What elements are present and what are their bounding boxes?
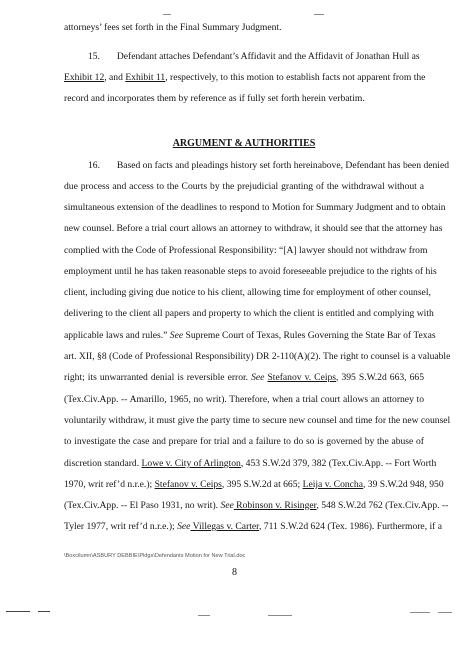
page-number: 8 — [232, 567, 237, 578]
file-path-footer: \Boxcilumn\ASBURY DEBBIE\Pldgs\Defendants Motion for New Trial.doc — [64, 553, 246, 559]
scan-artifact — [438, 612, 452, 613]
para-16-line-16: 1970, writ ref’d n.r.e.); Stefanov v. Ceips, 395 S.W.2d at 665; Leija v. Concha, 39 S.W.2d 948, 950 — [64, 479, 444, 490]
case-citation: Robinson v. Risinger — [233, 500, 317, 511]
para-16-line-9: applicable laws and rules.” See Supreme Court of Texas, Rules Governing the State Bar of Texas — [64, 330, 436, 341]
case-citation: Stefanov v. Ceips — [154, 479, 222, 490]
para-16-line-17: (Tex.Civ.App. -- El Paso 1931, no writ). See Robinson v. Risinger, 548 S.W.2d 762 (Tex.Civ.App. -- — [64, 500, 449, 511]
para-16-line-5: complied with the Code of Professional Responsibility: “[A] lawyer should not withdraw from — [64, 245, 428, 256]
para-15-number: 15. — [88, 51, 100, 62]
scan-artifact — [6, 611, 30, 612]
case-citation: Villegas v. Carter — [190, 521, 259, 532]
para-16-line-2: due process and access to the Courts by the prejudicial granting of the withdrawal without a — [64, 181, 424, 192]
para-16-line-7: client, including giving due notice to his client, allowing time for employment of other counsel, — [64, 287, 431, 298]
scan-artifact — [38, 611, 50, 612]
scan-artifact — [314, 14, 324, 15]
para-15-line-2: Exhibit 12, and Exhibit 11, respectively, to this motion to establish facts not apparent from the — [64, 72, 426, 83]
intro-line: attorneys’ fees set forth in the Final Summary Judgment. — [64, 22, 282, 33]
para-16-line-3: simultaneous extension of the deadlines to respond to Motion for Summary Judgment and to obtain — [64, 202, 446, 213]
scan-artifact — [410, 612, 430, 613]
scan-artifact — [198, 615, 210, 616]
para-16-number: 16. — [88, 160, 100, 171]
para-15-line-3: record and incorporates them by reference as if fully set forth herein verbatim. — [64, 93, 365, 104]
para-16-line-12: (Tex.Civ.App. -- Amarillo, 1965, no writ). Therefore, when a trial court allows an attorney to — [64, 394, 424, 405]
para-16-line-14: to investigate the case and prepare for trial and a failure to do so is governed by the abuse of — [64, 436, 424, 447]
para-16-line-10: art. XII, §8 (Code of Professional Responsibility) DR 2-110(A)(2). The right to counsel is a valuable — [64, 351, 451, 362]
scan-artifact — [163, 14, 171, 15]
para-16-line-1: 16. Based on facts and pleadings history set forth hereinabove, Defendant has been denied — [88, 160, 450, 171]
exhibit-11-ref: Exhibit 11 — [125, 72, 166, 83]
para-15-line-1: 15. Defendant attaches Defendant’s Affidavit and the Affidavit of Jonathan Hull as — [88, 51, 420, 62]
case-citation: Lowe v. City of Arlington — [141, 458, 241, 469]
para-16-line-8: delivering to the client all papers and property to which the client is entitled and complying with — [64, 308, 434, 319]
case-citation: Stefanov v. Ceips — [267, 372, 337, 383]
para-16-line-15: discretion standard. Lowe v. City of Arlington, 453 S.W.2d 379, 382 (Tex.Civ.App. -- Fort Worth — [64, 458, 437, 469]
para-16-line-11: right; its unwarranted denial is reversible error. See Stefanov v. Ceips, 395 S.W.2d 663, 665 — [64, 372, 424, 383]
scan-artifact — [268, 615, 292, 616]
section-heading: ARGUMENT & AUTHORITIES — [172, 138, 316, 149]
para-16-line-13: voluntarily withdraw, it must give the party time to secure new counsel and time for the new counsel — [64, 415, 451, 426]
para-16-line-18: Tyler 1977, writ ref’d n.r.e.); See Villegas v. Carter, 711 S.W.2d 624 (Tex. 1986). Furthermore, if a — [64, 521, 443, 532]
case-citation: Leija v. Concha — [302, 479, 363, 490]
exhibit-12-ref: Exhibit 12 — [64, 72, 105, 83]
para-16-line-4: new counsel. Before a trial court allows an attorney to withdraw, it should see that the attorney has — [64, 223, 443, 234]
para-16-line-6: employment until he has taken reasonable steps to avoid foreseeable prejudice to the rights of his — [64, 266, 437, 277]
